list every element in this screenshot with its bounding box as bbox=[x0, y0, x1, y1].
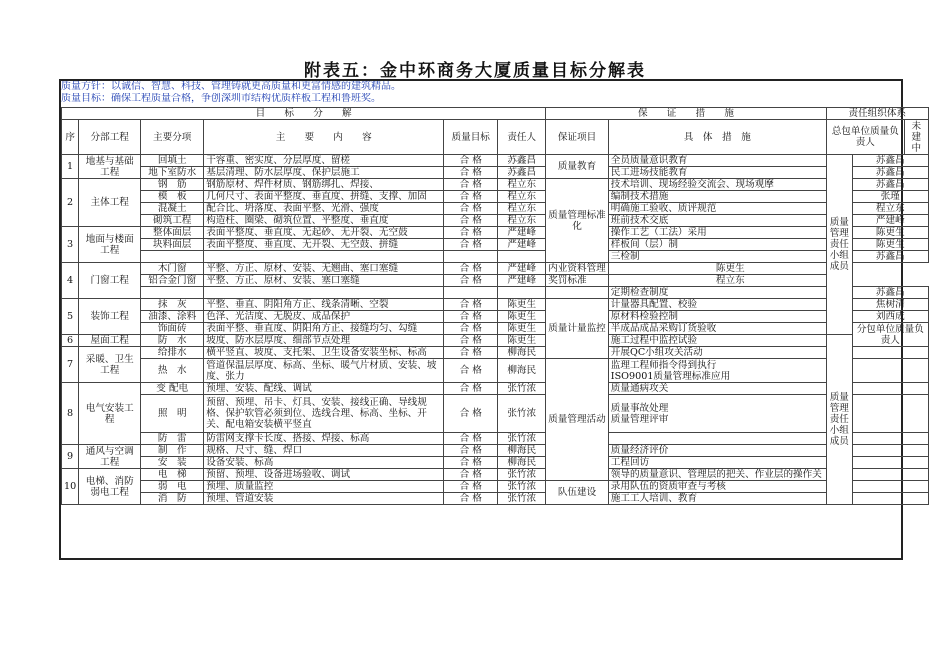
measure-item: 原材料检验控制 bbox=[608, 311, 826, 323]
row-item: 消 防 bbox=[141, 493, 204, 505]
row-person: 程立东 bbox=[498, 215, 546, 227]
row-item: 照 明 bbox=[141, 395, 204, 433]
row-goal: 合 格 bbox=[444, 167, 498, 179]
row-content: 预留、预埋、设备进场验收、调试 bbox=[204, 469, 444, 481]
row-item: 回填土 bbox=[141, 155, 204, 167]
measure-item: 领导的质量意识、管理层的把关、作业层的操作关 bbox=[608, 469, 826, 481]
table-row bbox=[62, 469, 929, 481]
guarantee-item: 质量管理活动 bbox=[546, 359, 609, 481]
measure-item: 全员质量意识教育 bbox=[608, 155, 826, 167]
measure-item: 质量经济评价 bbox=[608, 445, 826, 457]
table-row bbox=[62, 457, 929, 469]
resp-name: 陈更生 bbox=[608, 263, 852, 275]
measure-item bbox=[608, 433, 826, 445]
resp-empty bbox=[852, 457, 928, 469]
resp-empty bbox=[852, 347, 928, 359]
quality-target-table bbox=[61, 107, 929, 505]
quality-policy: 质量方针：以诚信、智慧、科技、管理铸就更高质量和更富情感的建筑精品。 bbox=[61, 81, 401, 92]
row-goal: 合 格 bbox=[444, 469, 498, 481]
measure-item: 录用队伍的资质审查与考核 bbox=[608, 481, 826, 493]
guarantee-item: 质量管理标准化 bbox=[546, 179, 609, 263]
row-content: 设备安装、标高 bbox=[204, 457, 444, 469]
row-content: 坡度、防水层厚度、细部节点处理 bbox=[204, 335, 444, 347]
table-row bbox=[62, 445, 929, 457]
row-goal: 合 格 bbox=[444, 299, 498, 311]
row-person: 苏鑫昌 bbox=[498, 167, 546, 179]
row-item: 热 水 bbox=[141, 359, 204, 383]
guarantee-item: 质量教育 bbox=[546, 155, 609, 179]
row-goal: 合 格 bbox=[444, 215, 498, 227]
header-goal: 质量目标 bbox=[444, 120, 498, 155]
row-person: 柳海民 bbox=[498, 359, 546, 383]
resp-empty bbox=[852, 493, 928, 505]
row-content: 预埋、管道安装 bbox=[204, 493, 444, 505]
group-resp: 责任组织体系 bbox=[826, 108, 928, 120]
sub-head: 分包单位质量负责人 bbox=[852, 323, 928, 347]
row-goal: 合 格 bbox=[444, 383, 498, 395]
table-row bbox=[62, 227, 929, 239]
resp-empty bbox=[852, 481, 928, 493]
row-division: 采暖、卫生工程 bbox=[79, 347, 141, 383]
measure-item: 民工进场技能教育 bbox=[608, 167, 826, 179]
table-row bbox=[62, 215, 929, 227]
row-goal: 合 格 bbox=[444, 275, 498, 287]
measure-item: 编制技术措施 bbox=[608, 191, 826, 203]
row-item bbox=[141, 251, 204, 263]
resp-group-lower: 质量管理责任小组成员 bbox=[826, 335, 852, 505]
page-title: 附表五：金中环商务大厦质量目标分解表 bbox=[304, 61, 646, 81]
resp-name: 程立东 bbox=[608, 275, 852, 287]
row-person: 严建峰 bbox=[498, 275, 546, 287]
measure-item: 施工工人培训、教育 bbox=[608, 493, 826, 505]
row-person: 严建峰 bbox=[498, 227, 546, 239]
row-item: 防 雷 bbox=[141, 433, 204, 445]
resp-name: 苏鑫昌 bbox=[852, 167, 928, 179]
row-person: 陈更生 bbox=[498, 335, 546, 347]
row-item: 制 作 bbox=[141, 445, 204, 457]
table-row bbox=[62, 239, 929, 251]
row-content: 钢筋原材、焊件材质、钢筋绑扎、焊接、 bbox=[204, 179, 444, 191]
resp-name: 苏鑫昌 bbox=[852, 179, 928, 191]
row-goal: 合 格 bbox=[444, 395, 498, 433]
row-goal: 合 格 bbox=[444, 335, 498, 347]
row-person: 程立东 bbox=[498, 191, 546, 203]
header-gc-head: 总包单位质量负责人 bbox=[826, 120, 904, 155]
row-item: 油漆、涂料 bbox=[141, 311, 204, 323]
row-goal: 合 格 bbox=[444, 179, 498, 191]
row-goal bbox=[444, 251, 498, 263]
header-measure: 具 体 措 施 bbox=[608, 120, 826, 155]
guarantee-item bbox=[546, 287, 609, 299]
row-person: 柳海民 bbox=[498, 445, 546, 457]
row-goal: 合 格 bbox=[444, 323, 498, 335]
measure-item: 计量器具配置、校验 bbox=[608, 299, 826, 311]
row-content bbox=[204, 287, 444, 299]
row-item: 块料面层 bbox=[141, 239, 204, 251]
row-person: 陈更生 bbox=[498, 311, 546, 323]
row-goal: 合 格 bbox=[444, 191, 498, 203]
measure-item: 奖罚标准 bbox=[546, 275, 609, 287]
row-goal: 合 格 bbox=[444, 239, 498, 251]
measure-item bbox=[608, 359, 826, 383]
header-content: 主 要 内 容 bbox=[204, 120, 444, 155]
measure-item bbox=[608, 395, 826, 433]
measure-item: 明确施工验收、质评规范 bbox=[608, 203, 826, 215]
row-seq: 10 bbox=[62, 469, 79, 505]
measure-item: 技术培训、现场经验交流会、现场观摩 bbox=[608, 179, 826, 191]
row-item: 整体面层 bbox=[141, 227, 204, 239]
row-content: 平整、方正、原材、安装、塞口塞缝 bbox=[204, 275, 444, 287]
row-content: 预留、预埋、吊卡、灯具、安装、接线正确、导线规格、保护软管必须到位、选线合理、标高、坐标、开关、配电箱安装横平竖直 bbox=[204, 395, 444, 433]
table-row bbox=[62, 311, 929, 323]
measure-item: 质量通病攻关 bbox=[608, 383, 826, 395]
resp-empty bbox=[852, 469, 928, 481]
row-item: 给排水 bbox=[141, 347, 204, 359]
row-goal: 合 格 bbox=[444, 203, 498, 215]
header-seq: 序 bbox=[62, 120, 79, 155]
row-person: 程立东 bbox=[498, 203, 546, 215]
measure-item: 开展QC小组攻关活动 bbox=[608, 347, 826, 359]
row-goal bbox=[444, 287, 498, 299]
row-person: 张竹浓 bbox=[498, 433, 546, 445]
row-item: 防 水 bbox=[141, 335, 204, 347]
table-row bbox=[62, 299, 929, 311]
row-content: 表面平整度、垂直度、无起砂、无开裂、无空鼓 bbox=[204, 227, 444, 239]
row-person: 张竹浓 bbox=[498, 395, 546, 433]
row-person: 张竹浓 bbox=[498, 383, 546, 395]
row-division: 屋面工程 bbox=[79, 335, 141, 347]
row-content: 几何尺寸、表面平整度、垂直度、拼缝、支撑、加固 bbox=[204, 191, 444, 203]
row-seq: 3 bbox=[62, 227, 79, 263]
resp-name: 刘西成 bbox=[852, 311, 928, 323]
measure-line: ISO9001质量管理标准应用 bbox=[610, 370, 731, 382]
resp-name: 苏鑫昌 bbox=[852, 155, 928, 167]
table-row bbox=[62, 323, 929, 335]
row-goal: 合 格 bbox=[444, 155, 498, 167]
table-row bbox=[62, 203, 929, 215]
row-goal: 合 格 bbox=[444, 227, 498, 239]
header-item: 主要分项 bbox=[141, 120, 204, 155]
measure-line: 质量管理评审 bbox=[610, 413, 669, 425]
row-item: 安 装 bbox=[141, 457, 204, 469]
measure-item: 样板间（层）制 bbox=[608, 239, 826, 251]
row-goal: 合 格 bbox=[444, 311, 498, 323]
row-content: 色泽、光洁度、无脱皮、成品保护 bbox=[204, 311, 444, 323]
row-goal: 合 格 bbox=[444, 457, 498, 469]
header-unbuilt: 未建中 bbox=[904, 120, 928, 155]
row-content: 预埋、安装、配线、调试 bbox=[204, 383, 444, 395]
row-item bbox=[141, 287, 204, 299]
header-guarantee: 保证项目 bbox=[546, 120, 609, 155]
measure-item: 三检制 bbox=[608, 251, 826, 263]
row-content: 表面平整度、垂直度、无开裂、无空鼓、拼缝 bbox=[204, 239, 444, 251]
measure-item: 班前技术交底 bbox=[608, 215, 826, 227]
row-item: 地下室防水 bbox=[141, 167, 204, 179]
resp-name: 程立东 bbox=[852, 203, 928, 215]
row-person: 苏鑫昌 bbox=[498, 155, 546, 167]
resp-name: 严建峰 bbox=[852, 215, 928, 227]
table-row bbox=[62, 275, 929, 287]
row-seq: 6 bbox=[62, 335, 79, 347]
resp-name: 张瑾 bbox=[852, 191, 928, 203]
row-person: 张竹浓 bbox=[498, 481, 546, 493]
table-row bbox=[62, 263, 929, 275]
row-division: 装饰工程 bbox=[79, 299, 141, 335]
quality-objective: 质量目标：确保工程质量合格，争创深圳市结构优质样板工程和鲁班奖。 bbox=[61, 93, 381, 104]
row-division: 通风与空调工程 bbox=[79, 445, 141, 469]
measure-item: 定期检查制度 bbox=[608, 287, 826, 299]
table-row bbox=[62, 167, 929, 179]
resp-empty bbox=[852, 433, 928, 445]
row-person: 陈更生 bbox=[498, 299, 546, 311]
row-content: 配合比、坍落度、表面平整、光滑、强度 bbox=[204, 203, 444, 215]
row-item: 模 板 bbox=[141, 191, 204, 203]
row-item: 饰面砖 bbox=[141, 323, 204, 335]
row-person: 张竹浓 bbox=[498, 469, 546, 481]
row-seq: 5 bbox=[62, 299, 79, 335]
resp-name: 陈更生 bbox=[852, 227, 928, 239]
measure-line: 监理工程师指令得到执行 bbox=[610, 359, 717, 371]
row-division: 电气安装工程 bbox=[79, 383, 141, 445]
table-row bbox=[62, 359, 929, 383]
table-row bbox=[62, 287, 929, 299]
row-item: 变 配电 bbox=[141, 383, 204, 395]
row-content: 平整、垂直、阴阳角方正、线条清晰、空裂 bbox=[204, 299, 444, 311]
row-item: 木门窗 bbox=[141, 263, 204, 275]
row-seq: 9 bbox=[62, 445, 79, 469]
row-seq: 2 bbox=[62, 179, 79, 227]
resp-empty bbox=[852, 395, 928, 433]
row-item: 电 梯 bbox=[141, 469, 204, 481]
row-division: 主体工程 bbox=[79, 179, 141, 227]
resp-name: 焦树清 bbox=[852, 299, 928, 311]
table-row bbox=[62, 433, 929, 445]
table-row bbox=[62, 347, 929, 359]
row-item: 抹 灰 bbox=[141, 299, 204, 311]
header-division: 分部工程 bbox=[79, 120, 141, 155]
resp-empty bbox=[852, 445, 928, 457]
header-person: 责任人 bbox=[498, 120, 546, 155]
table-row bbox=[62, 493, 929, 505]
row-item: 钢 筋 bbox=[141, 179, 204, 191]
row-item: 铝合金门窗 bbox=[141, 275, 204, 287]
row-content bbox=[204, 251, 444, 263]
row-seq: 1 bbox=[62, 155, 79, 179]
row-seq: 8 bbox=[62, 383, 79, 445]
row-seq: 7 bbox=[62, 347, 79, 383]
row-person: 柳海民 bbox=[498, 457, 546, 469]
resp-empty bbox=[852, 383, 928, 395]
row-goal: 合 格 bbox=[444, 481, 498, 493]
resp-name: 陈更生 bbox=[852, 239, 928, 251]
resp-name: 苏鑫昌 bbox=[852, 287, 928, 299]
row-content: 构造柱、圈梁、砌筑位置、平整度、垂直度 bbox=[204, 215, 444, 227]
row-content: 干容重、密实度、分层厚度、留槎 bbox=[204, 155, 444, 167]
row-content: 预埋、质量监控 bbox=[204, 481, 444, 493]
row-goal: 合 格 bbox=[444, 433, 498, 445]
row-item: 混凝土 bbox=[141, 203, 204, 215]
row-goal: 合 格 bbox=[444, 263, 498, 275]
row-goal: 合 格 bbox=[444, 445, 498, 457]
table-row bbox=[62, 335, 929, 347]
row-content: 表面平整、垂直度、阴阳角方正、接缝均匀、勾缝 bbox=[204, 323, 444, 335]
row-division: 地基与基础工程 bbox=[79, 155, 141, 179]
row-person: 严建峰 bbox=[498, 263, 546, 275]
resp-name: 苏鑫昌 bbox=[852, 251, 928, 263]
measure-item: 内业资料管理 bbox=[546, 263, 609, 275]
row-content: 管道保温层厚度、标高、坐标、暖气片材质、安装、坡度、张力 bbox=[204, 359, 444, 383]
resp-empty bbox=[852, 359, 928, 383]
row-goal: 合 格 bbox=[444, 359, 498, 383]
row-division: 地面与楼面工程 bbox=[79, 227, 141, 263]
row-content: 基层清理、防水层厚度、保护层施工 bbox=[204, 167, 444, 179]
row-person: 陈更生 bbox=[498, 323, 546, 335]
row-content: 横平竖直、坡度、支托架、卫生设备安装坐标、标高 bbox=[204, 347, 444, 359]
measure-item: 施工过程中监控试验 bbox=[608, 335, 826, 347]
resp-group-upper: 质量管理责任小组成员 bbox=[826, 155, 852, 335]
measure-item: 半成品成品采购订货验收 bbox=[608, 323, 826, 335]
row-content: 平整、方正、原材、安装、无翘曲、塞口塞缝 bbox=[204, 263, 444, 275]
table-row bbox=[62, 395, 929, 433]
row-content: 防雷网支撑卡长度、搭接、焊接、标高 bbox=[204, 433, 444, 445]
row-division: 门窗工程 bbox=[79, 263, 141, 299]
row-person: 程立东 bbox=[498, 179, 546, 191]
table-row bbox=[62, 191, 929, 203]
row-item: 砌筑工程 bbox=[141, 215, 204, 227]
guarantee-item: 队伍建设 bbox=[546, 481, 609, 505]
row-division: 电梯、消防弱电工程 bbox=[79, 469, 141, 505]
table-row bbox=[62, 383, 929, 395]
row-person bbox=[498, 251, 546, 263]
measure-item: 操作工艺（工法）采用 bbox=[608, 227, 826, 239]
row-goal: 合 格 bbox=[444, 493, 498, 505]
row-item: 弱 电 bbox=[141, 481, 204, 493]
row-person: 严建峰 bbox=[498, 239, 546, 251]
row-seq: 4 bbox=[62, 263, 79, 299]
table-row bbox=[62, 179, 929, 191]
table-row bbox=[62, 155, 929, 167]
row-person: 柳海民 bbox=[498, 347, 546, 359]
table-row bbox=[62, 481, 929, 493]
row-content: 规格、尺寸、缝、焊口 bbox=[204, 445, 444, 457]
measure-line: 质量事故处理 bbox=[610, 402, 669, 414]
table-row bbox=[62, 251, 929, 263]
row-goal: 合 格 bbox=[444, 347, 498, 359]
row-person bbox=[498, 287, 546, 299]
group-target: 目 标 分 解 bbox=[62, 108, 546, 120]
measure-item: 工程回访 bbox=[608, 457, 826, 469]
guarantee-item: 质量计量监控 bbox=[546, 299, 609, 359]
group-measures: 保 证 措 施 bbox=[546, 108, 827, 120]
row-person: 张竹浓 bbox=[498, 493, 546, 505]
